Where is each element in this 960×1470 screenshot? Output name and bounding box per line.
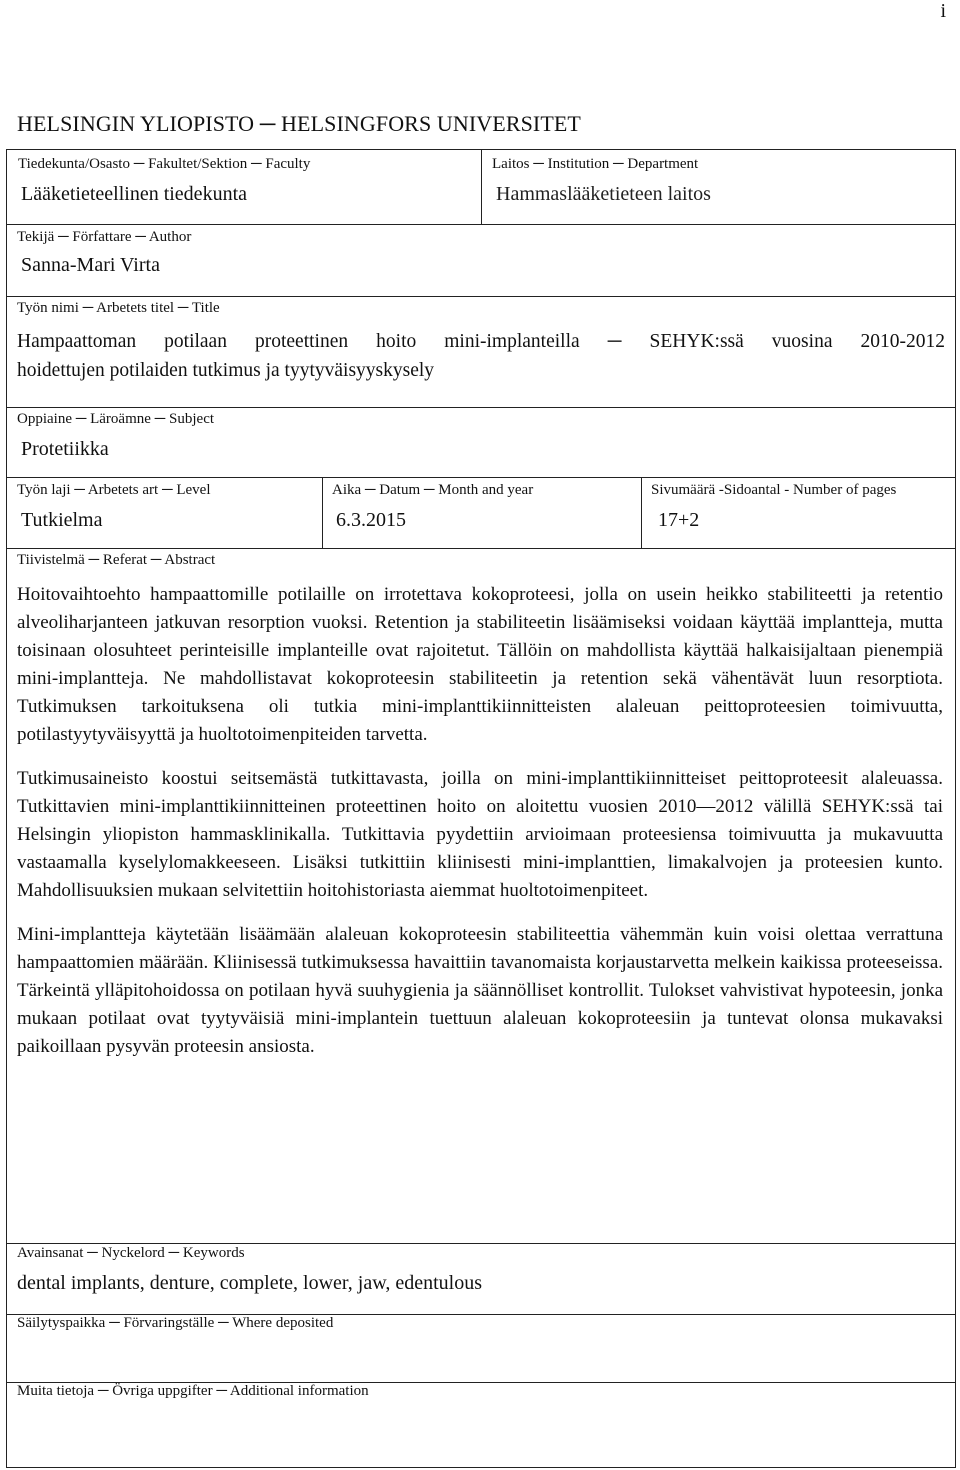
abstract-paragraph-1: Hoitovaihtoehto hampaattomille potilaille on irrotettava kokoproteesi, jolla on usein heikko stabiliteetti ja retentio alveoliharjanteen jatkuvan resorption vuoksi. Retention ja stabiliteetin lisäämiseksi voidaan käyttää implantteja, mutta toisinaan olosuhteet perinteisille implanteille ovat rajoitetut. Tällöin on mahdollista käyttää halkaisijaltaan pienempiä mini-implantteja. Ne mahdollistavat kokoproteesin stabiliteetin ja retention sekä vähentävät luun resorptiota. Tutkimuksen tarkoituksena oli tutkia mini-implanttikiinnitteisten alaleuan peittoproteesien toimivuutta, potilastyytyväisyyttä ja huoltotoimenpiteiden tarvetta. (17, 584, 943, 745)
faculty-cell (7, 150, 481, 224)
faculty-value: Lääketieteellinen tiedekunta (21, 183, 247, 205)
author-value: Sanna-Mari Virta (21, 254, 160, 276)
thesis-abstract-form (6, 149, 956, 1468)
deposited-row (7, 1315, 955, 1383)
title-line-2: hoidettujen potilaiden tutkimus ja tyytyväisyyskysely (17, 360, 435, 381)
university-title: HELSINGIN YLIOPISTO ─ HELSINGFORS UNIVERSITET (17, 111, 581, 136)
subject-value: Protetiikka (21, 438, 109, 460)
pages-cell (641, 478, 955, 548)
author-row (7, 225, 955, 297)
abstract-label: Tiivistelmä ─ Referat ─ Abstract (17, 552, 216, 568)
author-label: Tekijä ─ Författare ─ Author (17, 229, 192, 245)
additional-label: Muita tietoja ─ Övriga uppgifter ─ Additional information (17, 1383, 369, 1399)
keywords-label: Avainsanat ─ Nyckelord ─ Keywords (17, 1245, 245, 1261)
date-label: Aika ─ Datum ─ Month and year (332, 482, 534, 498)
keywords-row (7, 1244, 955, 1315)
date-cell (322, 478, 641, 548)
abstract-body (17, 581, 943, 1061)
additional-row (7, 1383, 955, 1467)
department-value: Hammaslääketieteen laitos (496, 183, 711, 205)
level-value: Tutkielma (21, 509, 103, 531)
pages-label: Sivumäärä -Sidoantal - Number of pages (651, 482, 897, 498)
pages-value: 17+2 (658, 509, 700, 531)
title-label: Työn nimi ─ Arbetets titel ─ Title (17, 300, 220, 316)
abstract-paragraph-3: Mini-implantteja käytetään lisäämään alaleuan kokoproteesin stabiliteettia vähemmän kuin voisi olettaa verrattuna hampaattomien määrään. Kliinisessä tutkimuksessa havaittiin tavanomaista korjaustarvetta melkein kaikissa proteeseissa. Tärkeintä ylläpitohoidossa on potilaan hyvä suuhygienia ja säännölliset kontrollit. Tulokset vahvistivat hypoteesin, jonka mukaan potilaat ovat tyytyväisiä mini-implantein tuettuun alaleuan kokoproteesiin ja tuntevat olonsa mukavaksi paikoillaan pysyvän proteesin ansiosta. (17, 924, 943, 1057)
keywords-value: dental implants, denture, complete, lower, jaw, edentulous (17, 1272, 482, 1294)
level-date-pages-row (7, 478, 955, 549)
abstract-row (7, 549, 955, 1244)
department-label: Laitos ─ Institution ─ Department (492, 156, 699, 172)
deposited-label: Säilytyspaikka ─ Förvaringställe ─ Where deposited (17, 1315, 334, 1331)
page-number: i (940, 0, 946, 22)
department-cell (481, 150, 955, 224)
abstract-paragraph-2: Tutkimusaineisto koostui seitsemästä tutkittavasta, joilla on mini-implanttikiinnitteiset peittoproteesit alaleuassa. Tutkittavien mini-implanttikiinnitteinen proteettinen hoito on aloitettu vuosien 2010―2012 välillä SEHYK:ssä tai Helsingin yliopiston hammasklinikalla. Tutkittavia pyydettiin arvioimaan proteesiensa toimivuutta ja mukavuutta vastaamalla kyselylomakkeeseen. Lisäksi tutkittiin kliinisesti mini-implanttien, limakalvojen ja proteesien kunto. Mahdollisuuksien mukaan selvitettiin hoitohistoriasta aiemmat huoltotoimenpiteet. (17, 768, 943, 901)
faculty-department-row (7, 150, 955, 225)
level-cell (7, 478, 322, 548)
level-label: Työn laji ─ Arbetets art ─ Level (17, 482, 211, 498)
faculty-label: Tiedekunta/Osasto ─ Fakultet/Sektion ─ Faculty (18, 156, 311, 172)
subject-row (7, 408, 955, 478)
title-line-1: Hampaattoman potilaan proteettinen hoito mini-implanteilla ─ SEHYK:ssä vuosina 2010-2012 (17, 331, 945, 352)
title-row (7, 297, 955, 408)
subject-label: Oppiaine ─ Läroämne ─ Subject (17, 411, 215, 427)
date-value: 6.3.2015 (336, 509, 406, 531)
